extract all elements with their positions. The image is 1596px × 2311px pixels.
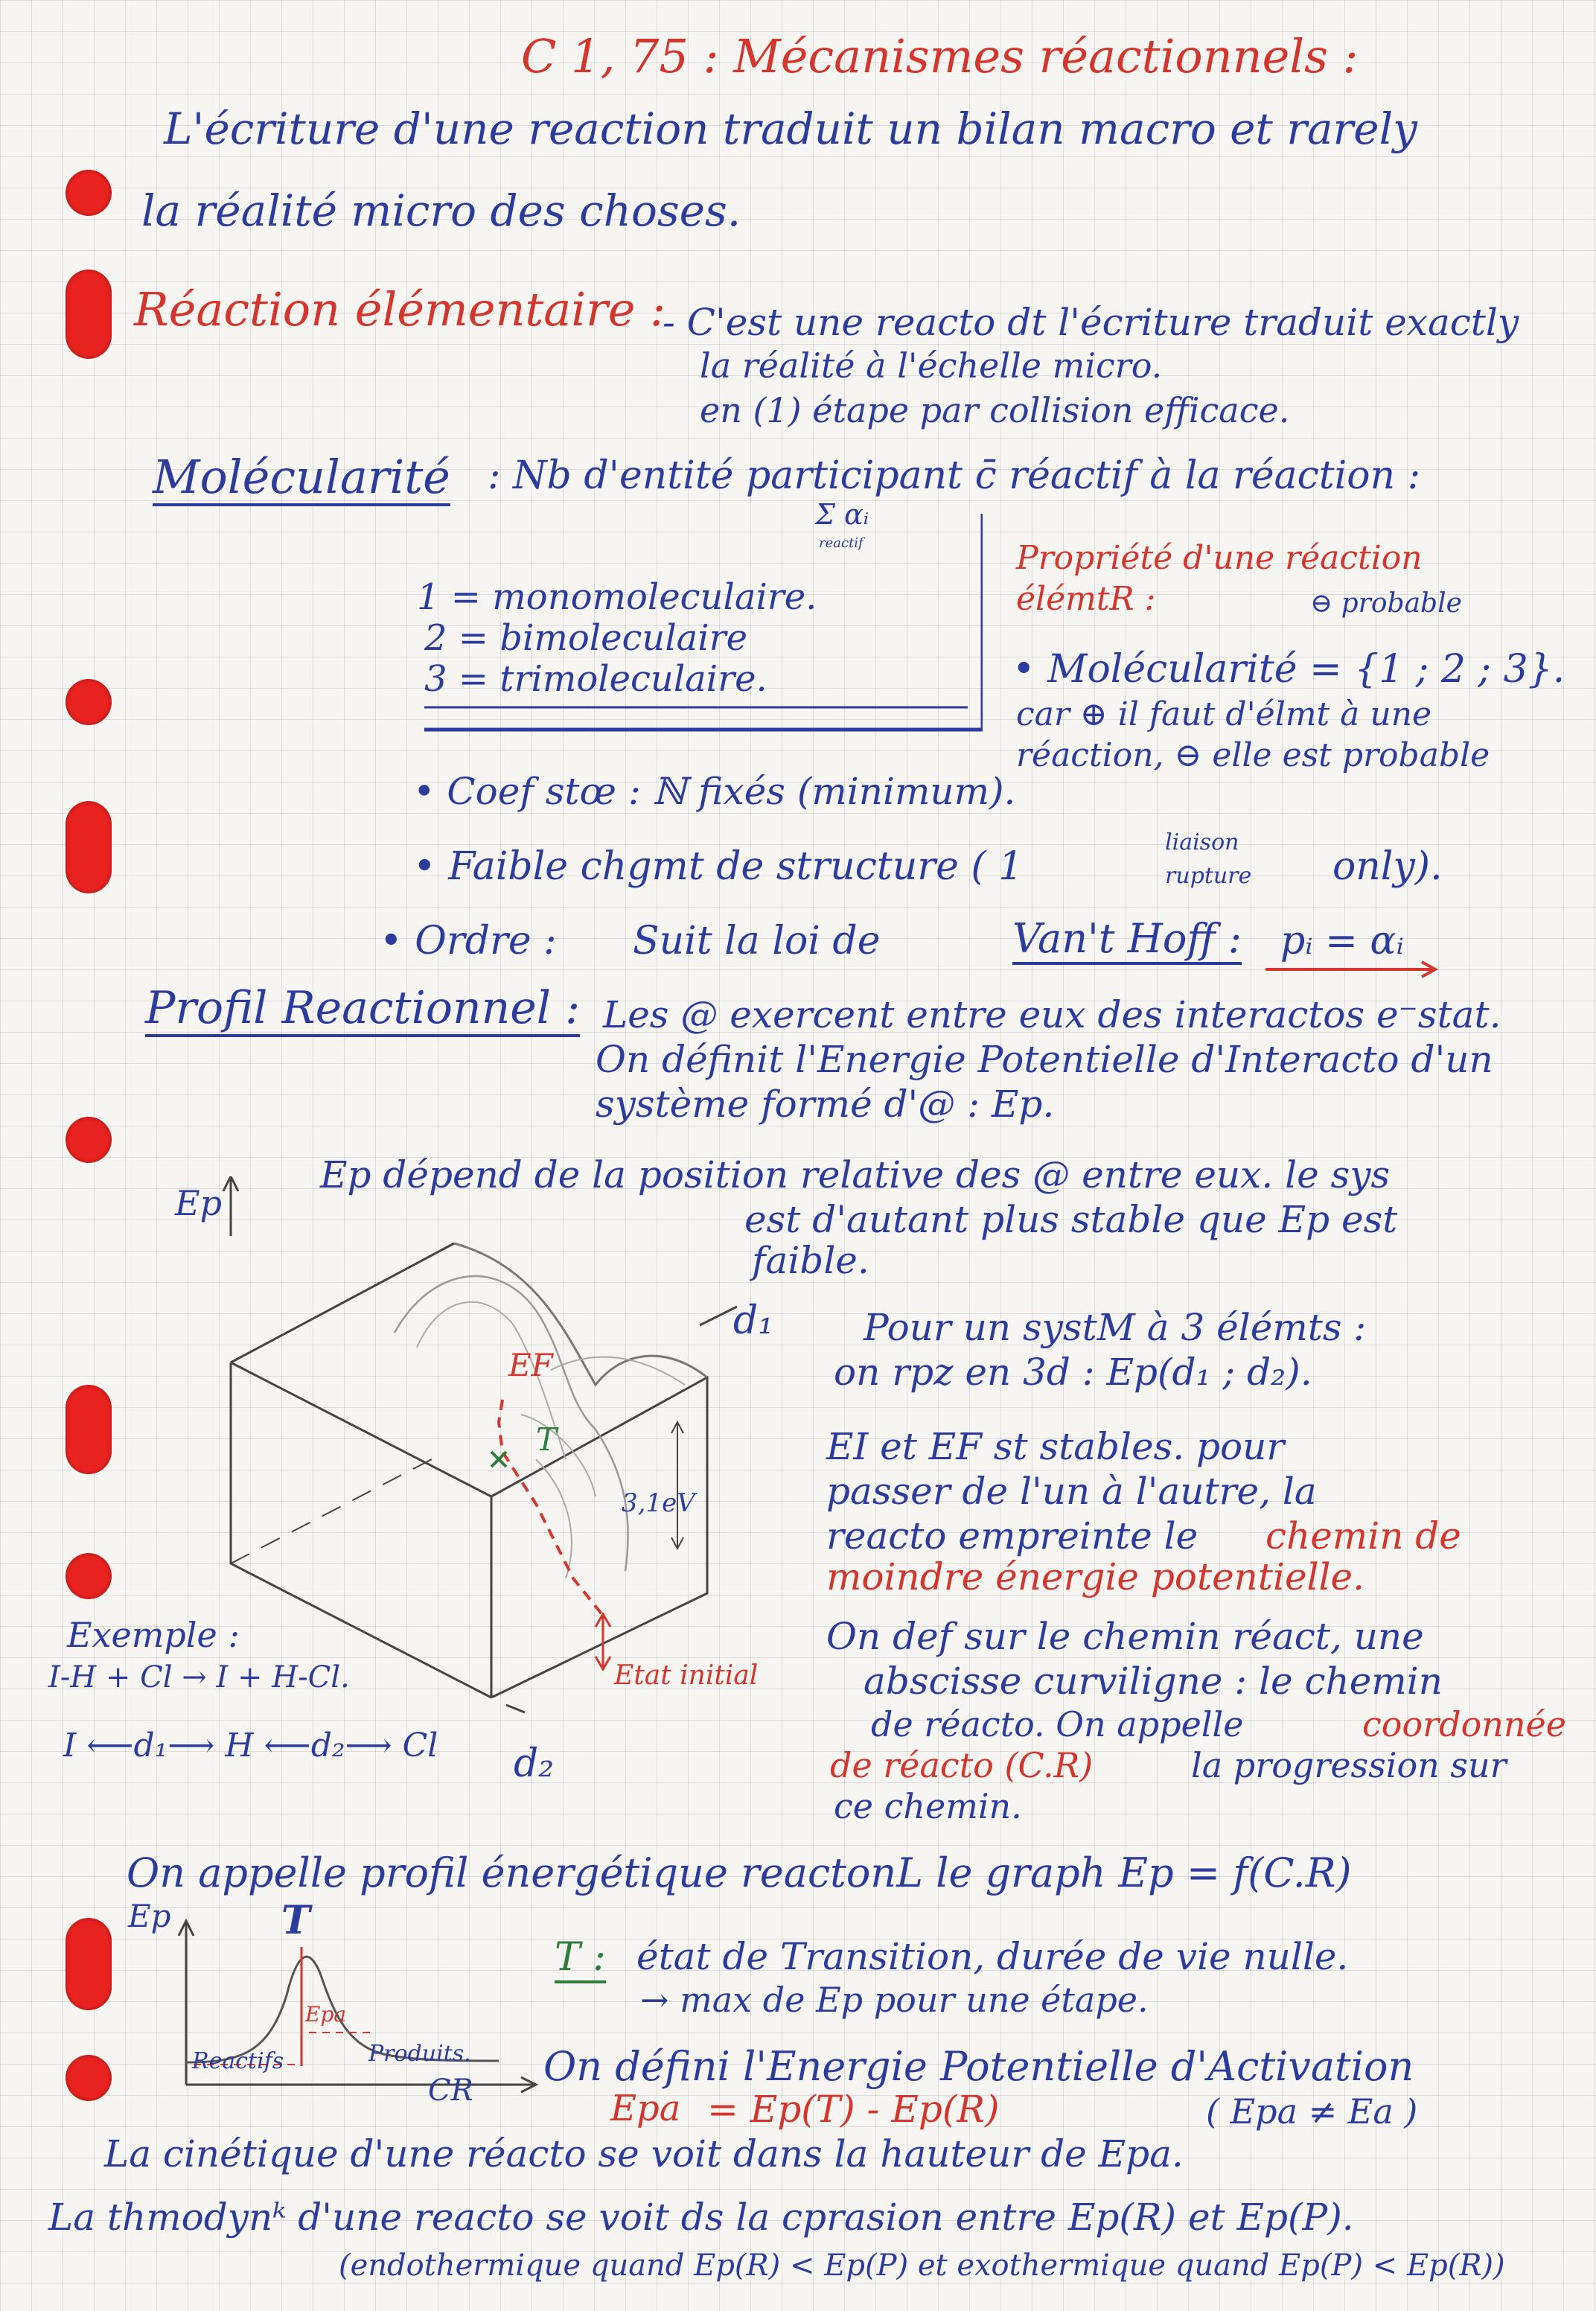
systeme-line-9b: coordonnée [1362, 1704, 1566, 1744]
heading-molecularite: Molécularité [153, 450, 450, 506]
systeme-line-6: moindre énergie potentielle. [826, 1555, 1364, 1598]
diagram-ef-label: EF [508, 1347, 553, 1383]
intro-line-2: la réalité micro des choses. [141, 185, 741, 236]
propriete-item-1: • Molécularité = {1 ; 2 ; 3}. [1012, 647, 1565, 692]
mini-graph-xlabel: CR [428, 2073, 473, 2108]
systeme-line-2: on rpz en 3d : Ep(d₁ ; d₂). [834, 1351, 1312, 1394]
ep-line-1: Ep dépend de la position relative des @ entre eux. le sys [320, 1153, 1391, 1196]
binder-hole [66, 801, 112, 893]
propriete-item-3: réaction, ⊖ elle est probable [1016, 736, 1490, 774]
page-title: C 1, 75 : Mécanismes réactionnels : [521, 29, 1359, 83]
systeme-line-7: On def sur le chemin réact, une [826, 1615, 1424, 1658]
bullet-faible-liaison: liaison [1165, 829, 1239, 855]
mini-graph-left: Reactifs [192, 2048, 284, 2074]
systeme-line-1: Pour un systM à 3 élémts : [864, 1306, 1367, 1349]
thermo-line-1: La thmodynᵏ d'une reacto se voit ds la cprasion entre Ep(R) et Ep(P). [48, 2196, 1354, 2239]
systeme-line-10b: la progression sur [1191, 1745, 1507, 1785]
molecularite-sum: Σ αᵢ [815, 498, 869, 531]
diagram-t-label: T [536, 1421, 558, 1458]
intro-line-1: L'écriture d'une reaction traduit un bilan macro et rarely [164, 103, 1417, 154]
bullet-faible-rupture: rupture [1165, 863, 1252, 889]
exemple-bond: I ⟵d₁⟶ H ⟵d₂⟶ Cl [63, 1727, 438, 1765]
profil-line-3: système formé d'@ : Ep. [596, 1083, 1055, 1126]
systeme-line-11: ce chemin. [834, 1786, 1022, 1826]
mini-graph-right: Produits. [368, 2041, 471, 2067]
cinetique-line: La cinétique d'une réacto se voit dans la hauteur de Epa. [104, 2132, 1184, 2175]
energy-surface-diagram [149, 1176, 819, 1787]
transition-def: état de Transition, durée de vie nulle. [636, 1935, 1349, 1978]
bullet-ordre-loi: Suit la loi de [633, 919, 881, 963]
propriete-title-1: Propriété d'une réaction [1016, 539, 1423, 577]
systeme-line-5a: reacto empreinte le [826, 1514, 1198, 1558]
profil-line-2: On définit l'Energie Potentielle d'Interacto d'un [596, 1038, 1493, 1081]
heading-reaction-elementaire: Réaction élémentaire : [134, 282, 666, 337]
bullet-faible: • Faible chgmt de structure ( 1 [413, 844, 1024, 889]
profil-energetique-line: On appelle profil énergétique reactonL le graph Ep = f(C.R) [127, 1849, 1352, 1896]
thermo-line-2: (endothermique quand Ep(R) < Ep(P) et exothermique quand Ep(P) < Ep(R)) [339, 2248, 1505, 2283]
binder-hole [66, 1385, 112, 1474]
elementaire-line-3: en (1) étape par collision efficace. [700, 390, 1290, 430]
mini-graph-ylabel: Ep [128, 1898, 171, 1934]
molecularite-definition: : Nb d'entité participant c̄ réactif à la réaction : [488, 453, 1421, 498]
molecularite-item-1: 1 = monomoleculaire. [417, 576, 817, 618]
binder-hole [66, 2055, 112, 2101]
exemple-title: Exemple : [67, 1615, 240, 1655]
molecularite-item-3: 3 = trimoleculaire. [424, 658, 767, 700]
ep-line-3: faible. [752, 1239, 869, 1282]
mini-graph-peak: T [281, 1898, 310, 1943]
activation-line-1: On défini l'Energie Potentielle d'Activation [543, 2043, 1414, 2090]
systeme-line-5b: chemin de [1265, 1514, 1461, 1558]
ep-line-2: est d'autant plus stable que Ep est [744, 1198, 1398, 1241]
elementaire-line-1: - C'est une reacto dt l'écriture traduit exactly [663, 301, 1519, 344]
elementaire-line-2: la réalité à l'échelle micro. [700, 345, 1163, 386]
exemple-equation: I-H + Cl → I + H-Cl. [48, 1660, 350, 1695]
molecularite-box [417, 514, 983, 737]
systeme-line-9a: de réacto. On appelle [871, 1704, 1244, 1744]
activation-epa: Epa [610, 2088, 681, 2129]
systeme-line-3: EI et EF st stables. pour [826, 1425, 1285, 1468]
bullet-ordre: • Ordre : [380, 919, 557, 963]
systeme-line-8: abscisse curviligne : le chemin [864, 1660, 1443, 1703]
diagram-ei-label: Etat initial [614, 1660, 759, 1691]
systeme-line-4: passer de l'un à l'autre, la [826, 1470, 1317, 1513]
bullet-ordre-formula: pᵢ = αᵢ [1280, 919, 1404, 963]
binder-hole [66, 679, 112, 725]
binder-hole [66, 1117, 112, 1163]
mini-graph-epa: Epa [305, 2002, 347, 2027]
transition-max: → max de Ep pour une étape. [640, 1980, 1149, 2020]
transition-label: T : [555, 1936, 606, 1983]
molecularite-sum-sub: reactif [819, 535, 864, 551]
heading-profil-reactionnel: Profil Reactionnel : [145, 983, 580, 1037]
bullet-ordre-vanthoff: Van't Hoff : [1012, 916, 1242, 965]
diagram-d1-label: d₁ [733, 1298, 774, 1343]
molecularite-item-2: 2 = bimoleculaire [424, 617, 747, 659]
binder-hole [66, 270, 112, 359]
ordre-arrow [1265, 960, 1444, 983]
profil-line-1: Les @ exercent entre eux des interactos e⁻stat. [603, 993, 1501, 1036]
propriete-item-2: car ⊕ il faut d'élmt à une [1016, 695, 1432, 733]
diagram-ev-label: 3,1eV [622, 1488, 695, 1518]
propriete-prob: ⊖ probable [1310, 588, 1462, 619]
systeme-line-10a: de réacto (C.R) [830, 1745, 1094, 1785]
activation-formula: = Ep(T) - Ep(R) [707, 2088, 1000, 2131]
binder-hole [66, 1553, 112, 1599]
binder-hole [66, 170, 112, 216]
binder-hole [66, 1918, 112, 2010]
diagram-ep-axis-label: Ep [175, 1183, 223, 1223]
activation-note: ( Epa ≠ Ea ) [1206, 2091, 1418, 2132]
bullet-faible-only: only). [1332, 844, 1443, 889]
diagram-d2-label: d₂ [514, 1741, 555, 1786]
bullet-coef: • Coef stœ : ℕ fixés (minimum). [413, 770, 1016, 813]
propriete-title-2: élémtR : [1016, 580, 1156, 618]
